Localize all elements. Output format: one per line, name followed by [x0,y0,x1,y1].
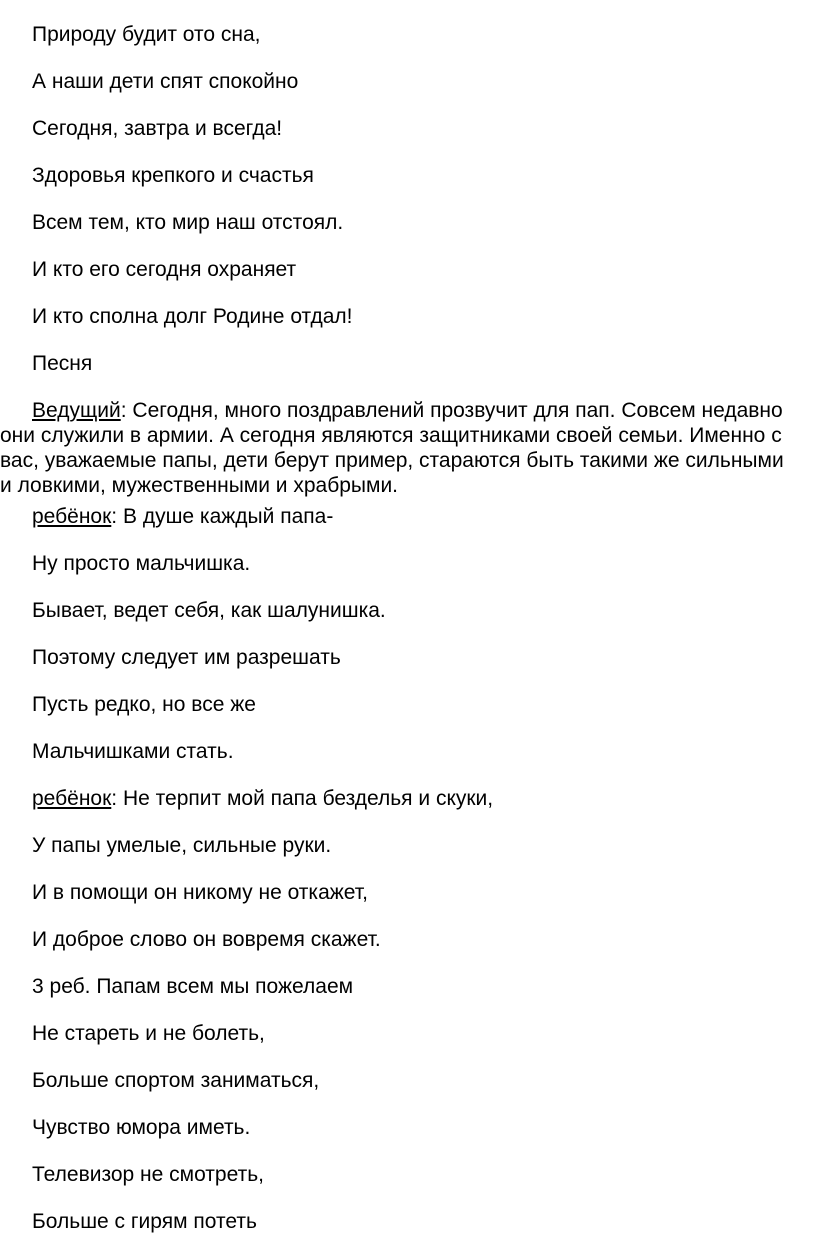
host-paragraph [0,398,800,498]
poem-line: И доброе слово он вовремя скажет. [32,928,381,951]
child-first-line [32,786,493,812]
speaker-separator: : [111,787,118,810]
poem-text: В душе каждый папа- [117,505,334,528]
speaker-separator: : [120,399,127,422]
speaker-label: Ведущий [32,399,121,422]
poem-line: Больше с гирям потеть [32,1210,257,1233]
poem-line: Чувство юмора иметь. [32,1116,251,1139]
poem-line: А наши дети спят спокойно [32,70,299,93]
speaker-label: ребёнок [32,787,112,810]
poem-line: Мальчишками стать. [32,740,234,763]
poem-line: Телевизор не смотреть, [32,1163,264,1186]
poem-line: Природу будит ото сна, [32,23,261,46]
poem-line: Не стареть и не болеть, [32,1022,265,1045]
child-first-line [32,504,333,530]
host-text: Сегодня, много поздравлений прозвучит для пап. Совсем недавно они служили в армии. А сегодня являются защитниками своей семьи. Именно с вас, уважаемые папы, дети берут пример, стараются быть такими же сильными и ловкими, мужественными и храбрыми. [0,399,784,497]
poem-text: Не терпит мой папа безделья и скуки, [117,787,494,810]
poem-line: Всем тем, кто мир наш отстоял. [32,211,344,234]
speaker-separator: : [111,505,118,528]
poem-line: 3 реб. Папам всем мы пожелаем [32,975,354,998]
song-cue: Песня [32,352,93,375]
poem-line: Больше спортом заниматься, [32,1069,320,1092]
poem-line: Поэтому следует им разрешать [32,646,341,669]
poem-line: Здоровья крепкого и счастья [32,164,314,187]
poem-line: Пусть редко, но все же [32,693,256,716]
poem-line: Ну просто мальчишка. [32,552,251,575]
poem-line: У папы умелые, сильные руки. [32,834,332,857]
speaker-label: ребёнок [32,505,112,528]
poem-line: И кто его сегодня охраняет [32,258,297,281]
poem-line: И кто сполна долг Родине отдал! [32,305,353,328]
poem-line: Сегодня, завтра и всегда! [32,117,283,140]
poem-line: Бывает, ведет себя, как шалунишка. [32,599,386,622]
poem-line: И в помощи он никому не откажет, [32,881,368,904]
